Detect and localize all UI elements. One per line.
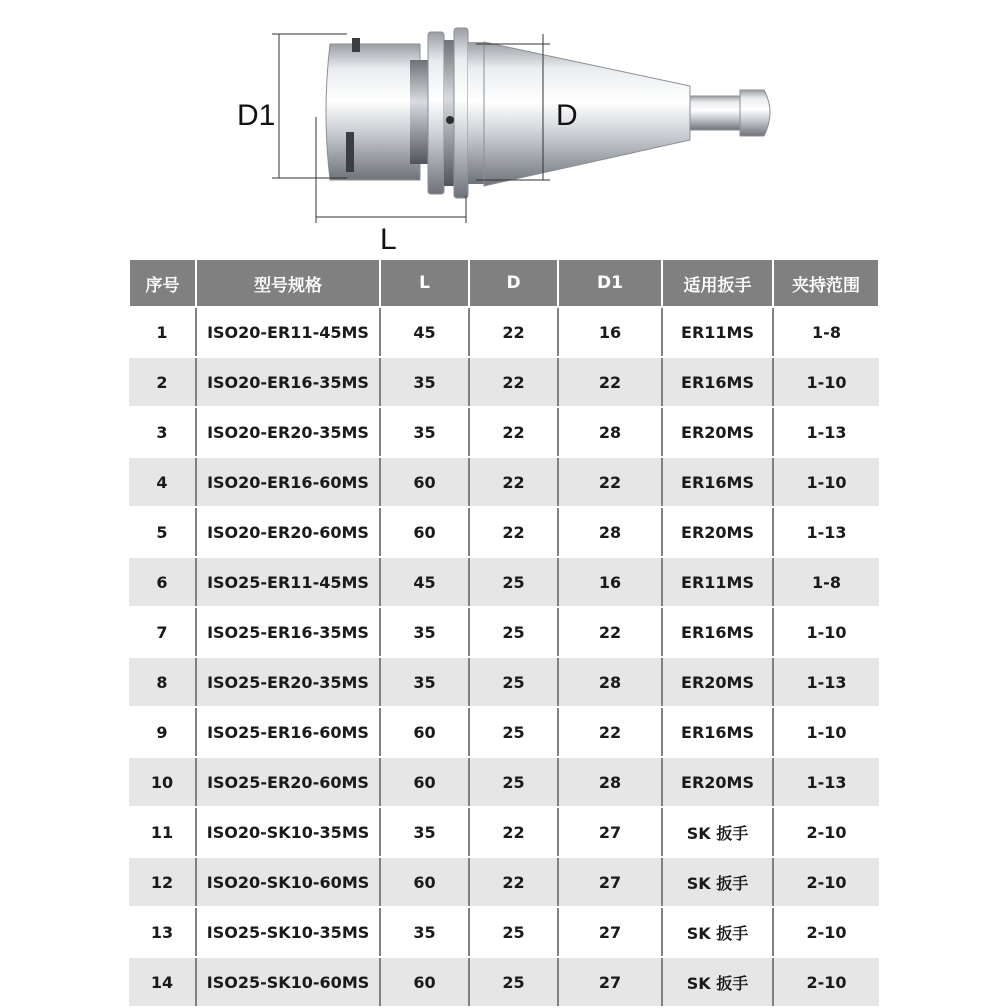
cell-d1: 22 <box>558 707 662 757</box>
cell-clamp-range: 1-13 <box>773 757 879 807</box>
cell-index: 8 <box>129 657 196 707</box>
cell-l: 60 <box>380 757 469 807</box>
cell-d1: 16 <box>558 307 662 357</box>
cell-clamp-range: 1-10 <box>773 457 879 507</box>
cell-wrench: SK 扳手 <box>662 807 773 857</box>
tool-holder-illustration <box>0 0 1000 258</box>
cell-wrench: ER11MS <box>662 557 773 607</box>
cell-model: ISO25-SK10-35MS <box>196 907 380 957</box>
table-row <box>129 707 879 757</box>
table-row <box>129 457 879 507</box>
cell-d1: 16 <box>558 557 662 607</box>
cell-d1: 28 <box>558 407 662 457</box>
cell-model: ISO20-ER16-35MS <box>196 357 380 407</box>
cell-d: 22 <box>469 457 558 507</box>
cell-d: 22 <box>469 507 558 557</box>
cell-index: 6 <box>129 557 196 607</box>
cell-index: 4 <box>129 457 196 507</box>
cell-index: 2 <box>129 357 196 407</box>
cell-l: 45 <box>380 307 469 357</box>
cell-l: 60 <box>380 457 469 507</box>
cell-wrench: ER20MS <box>662 757 773 807</box>
d1-dimension-label: D1 <box>237 99 276 132</box>
cell-wrench: ER20MS <box>662 507 773 557</box>
cell-index: 10 <box>129 757 196 807</box>
cell-model: ISO25-ER20-35MS <box>196 657 380 707</box>
cell-wrench: SK 扳手 <box>662 907 773 957</box>
cell-wrench: SK 扳手 <box>662 857 773 907</box>
cell-d1: 27 <box>558 907 662 957</box>
cell-clamp-range: 1-8 <box>773 307 879 357</box>
tool-holder-drawing <box>0 0 1000 258</box>
cell-model: ISO20-ER20-60MS <box>196 507 380 557</box>
cell-index: 11 <box>129 807 196 857</box>
cell-clamp-range: 1-13 <box>773 507 879 557</box>
cell-l: 60 <box>380 507 469 557</box>
cell-model: ISO25-ER16-60MS <box>196 707 380 757</box>
cell-d1: 27 <box>558 807 662 857</box>
cell-d: 25 <box>469 657 558 707</box>
cell-d1: 22 <box>558 607 662 657</box>
cell-l: 60 <box>380 707 469 757</box>
table-row <box>129 307 879 357</box>
cell-l: 35 <box>380 907 469 957</box>
cell-wrench: ER11MS <box>662 307 773 357</box>
cell-index: 9 <box>129 707 196 757</box>
cell-d: 25 <box>469 757 558 807</box>
table-row <box>129 757 879 807</box>
cell-clamp-range: 2-10 <box>773 907 879 957</box>
table-row <box>129 807 879 857</box>
cell-d1: 28 <box>558 657 662 707</box>
cell-wrench: ER20MS <box>662 657 773 707</box>
table-row <box>129 407 879 457</box>
table-body <box>129 307 879 1007</box>
cell-clamp-range: 2-10 <box>773 807 879 857</box>
cell-clamp-range: 2-10 <box>773 957 879 1007</box>
cell-d: 22 <box>469 807 558 857</box>
cell-d1: 22 <box>558 457 662 507</box>
cell-clamp-range: 1-13 <box>773 407 879 457</box>
cell-index: 13 <box>129 907 196 957</box>
cell-d: 22 <box>469 407 558 457</box>
cell-model: ISO20-SK10-35MS <box>196 807 380 857</box>
table-row <box>129 657 879 707</box>
cell-wrench: ER16MS <box>662 457 773 507</box>
cell-l: 35 <box>380 357 469 407</box>
table-row <box>129 357 879 407</box>
cell-index: 1 <box>129 307 196 357</box>
cell-d: 22 <box>469 857 558 907</box>
cell-index: 5 <box>129 507 196 557</box>
cell-d: 22 <box>469 307 558 357</box>
cell-d: 25 <box>469 707 558 757</box>
cell-d1: 28 <box>558 507 662 557</box>
header-clamp-range: 夹持范围 <box>773 259 879 307</box>
cell-model: ISO25-ER16-35MS <box>196 607 380 657</box>
cell-index: 3 <box>129 407 196 457</box>
cell-wrench: ER16MS <box>662 357 773 407</box>
header-index: 序号 <box>129 259 196 307</box>
cell-clamp-range: 1-10 <box>773 357 879 407</box>
cell-clamp-range: 1-10 <box>773 607 879 657</box>
cell-l: 35 <box>380 407 469 457</box>
specification-table <box>128 258 880 1008</box>
d-dimension-label: D <box>556 99 578 132</box>
table-row <box>129 507 879 557</box>
cell-l: 35 <box>380 807 469 857</box>
cell-index: 12 <box>129 857 196 907</box>
cell-model: ISO20-ER20-35MS <box>196 407 380 457</box>
cell-clamp-range: 1-13 <box>773 657 879 707</box>
cell-l: 35 <box>380 657 469 707</box>
cell-model: ISO20-ER16-60MS <box>196 457 380 507</box>
cell-l: 60 <box>380 857 469 907</box>
cell-d: 25 <box>469 557 558 607</box>
table-row <box>129 907 879 957</box>
cell-model: ISO25-ER20-60MS <box>196 757 380 807</box>
table-row <box>129 607 879 657</box>
cell-d: 25 <box>469 957 558 1007</box>
header-wrench: 适用扳手 <box>662 259 773 307</box>
header-l: L <box>380 259 469 307</box>
cell-wrench: SK 扳手 <box>662 957 773 1007</box>
l-dimension-label: L <box>380 223 397 256</box>
cell-d: 25 <box>469 907 558 957</box>
cell-model: ISO25-ER11-45MS <box>196 557 380 607</box>
table-row <box>129 557 879 607</box>
cell-d1: 28 <box>558 757 662 807</box>
table-row <box>129 857 879 907</box>
cell-d1: 22 <box>558 357 662 407</box>
cell-l: 60 <box>380 957 469 1007</box>
cell-l: 45 <box>380 557 469 607</box>
cell-d1: 27 <box>558 857 662 907</box>
cell-wrench: ER20MS <box>662 407 773 457</box>
cell-clamp-range: 1-10 <box>773 707 879 757</box>
header-d: D <box>469 259 558 307</box>
cell-clamp-range: 2-10 <box>773 857 879 907</box>
cell-model: ISO20-SK10-60MS <box>196 857 380 907</box>
cell-d1: 27 <box>558 957 662 1007</box>
cell-index: 14 <box>129 957 196 1007</box>
cell-l: 35 <box>380 607 469 657</box>
cell-index: 7 <box>129 607 196 657</box>
header-d1: D1 <box>558 259 662 307</box>
cell-model: ISO20-ER11-45MS <box>196 307 380 357</box>
cell-wrench: ER16MS <box>662 607 773 657</box>
cell-d: 25 <box>469 607 558 657</box>
table-header-row <box>129 259 879 307</box>
cell-clamp-range: 1-8 <box>773 557 879 607</box>
header-model: 型号规格 <box>196 259 380 307</box>
cell-d: 22 <box>469 357 558 407</box>
cell-model: ISO25-SK10-60MS <box>196 957 380 1007</box>
cell-wrench: ER16MS <box>662 707 773 757</box>
